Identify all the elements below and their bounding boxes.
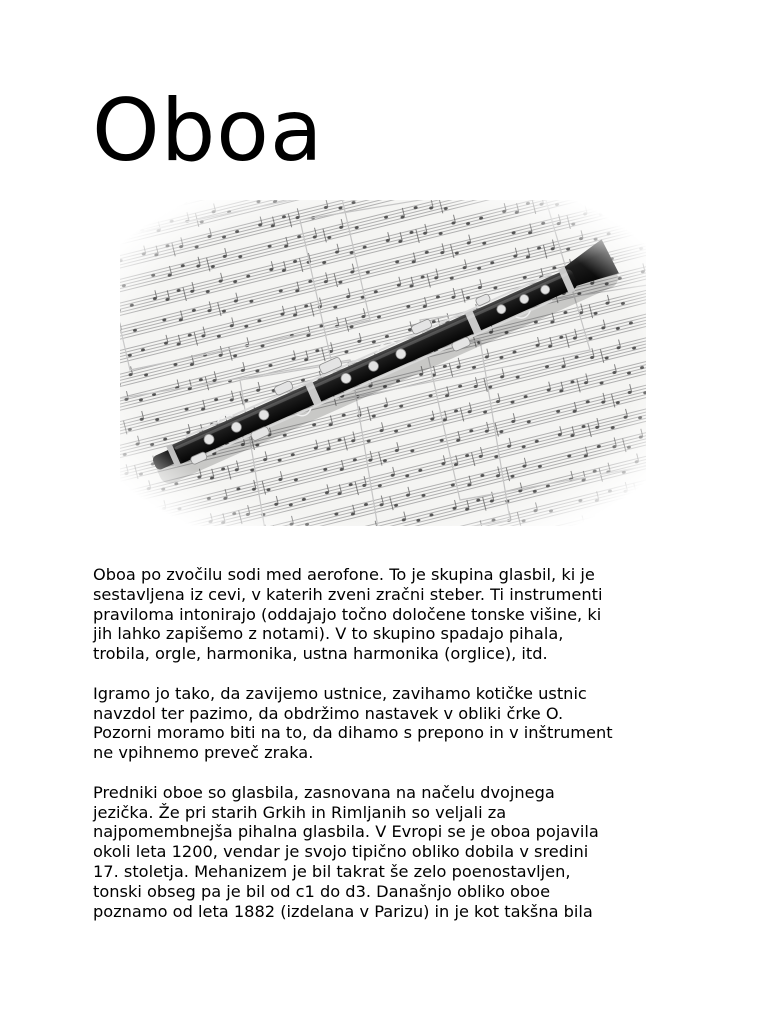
page-title: Oboa (92, 81, 324, 181)
body-text (93, 565, 693, 941)
text-line: ne vpihnemo preveč zraka. (93, 743, 314, 763)
text-line: jih lahko zapišemo z notami). V to skupino spadajo pihala, (93, 624, 564, 644)
paragraph-2 (93, 684, 693, 763)
text-line: najpomembnejša pihalna glasbila. V Evropi se je oboa pojavila (93, 822, 599, 842)
text-line: jezička. Že pri starih Grkih in Rimljanih so veljali za (93, 802, 507, 822)
paragraph-3 (93, 783, 693, 922)
text-line: okoli leta 1200, vendar je svojo tipično obliko dobila v sredini (93, 842, 589, 862)
text-line: Igramo jo tako, da zavijemo ustnice, zavihamo kotičke ustnic (93, 683, 587, 703)
text-line: sestavljena iz cevi, v katerih zveni zračni steber. Ti instrumenti (93, 584, 603, 604)
oboe-photo (120, 200, 646, 526)
text-line: 17. stoletja. Mehanizem je bil takrat še zelo poenostavljen, (93, 861, 571, 881)
text-line: navzdol ter pazimo, da obdržimo nastavek v obliki črke O. (93, 703, 564, 723)
oboe-on-sheet-music-image (120, 200, 646, 526)
text-line: Oboa po zvočilu sodi med aerofone. To je skupina glasbil, ki je (93, 565, 595, 584)
text-line: poznamo od leta 1882 (izdelana v Parizu) in je kot takšna bila (93, 901, 593, 921)
text-line: tonski obseg pa je bil od c1 do d3. Današnjo obliko oboe (93, 881, 551, 901)
text-line: trobila, orgle, harmonika, ustna harmonika (orglice), itd. (93, 644, 548, 664)
text-line: praviloma intonirajo (oddajajo točno določene tonske višine, ki (93, 604, 602, 624)
text-line: Predniki oboe so glasbila, zasnovana na načelu dvojnega (93, 782, 555, 802)
text-line: Pozorni moramo biti na to, da dihamo s prepono in v inštrument (93, 723, 613, 743)
paragraph-1 (93, 565, 693, 664)
